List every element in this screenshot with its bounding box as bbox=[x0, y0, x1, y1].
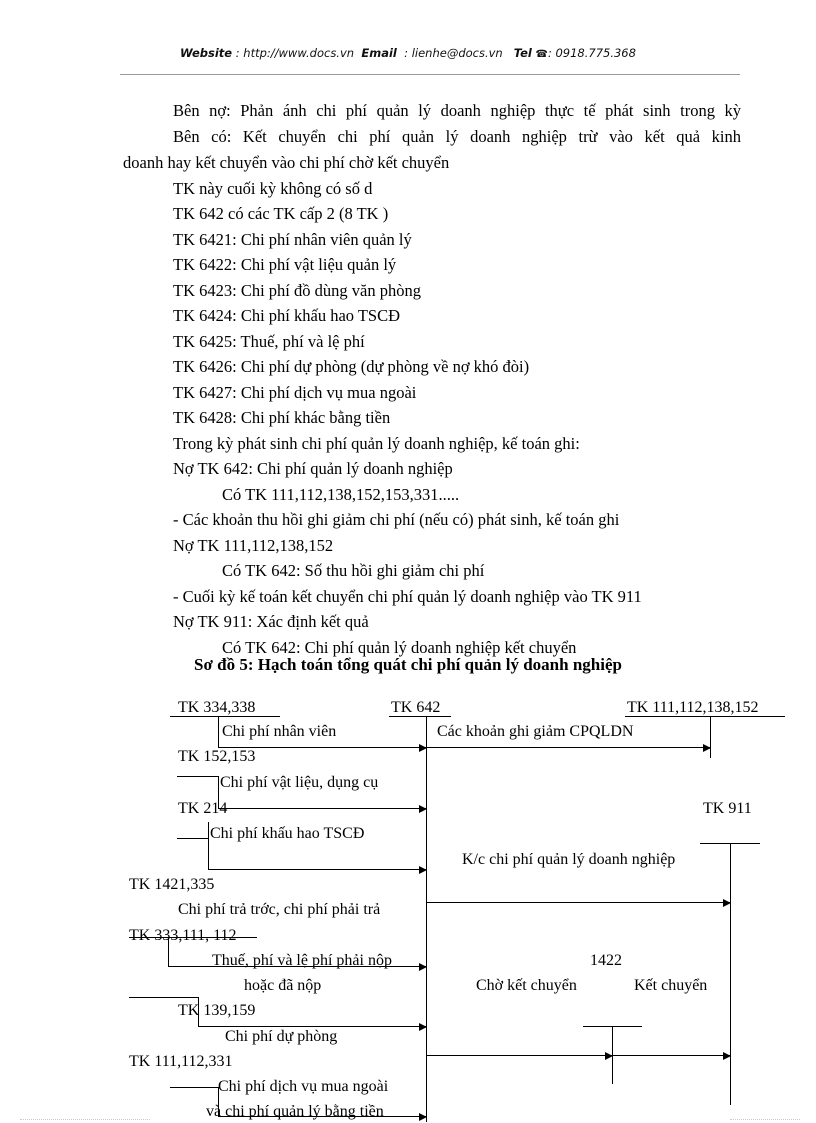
arrow-kc-911 bbox=[426, 902, 730, 903]
lbl-nhan-vien: Chi phí nhân viên bbox=[222, 723, 337, 740]
entry-co-642-thu-hoi: Có TK 642: Số thu hồi ghi giảm chi phí bbox=[222, 561, 485, 580]
acc-111-331: TK 111,112,331 bbox=[129, 1053, 233, 1070]
tel-value: : 0918.775.368 bbox=[547, 46, 636, 60]
tk-list-item: TK 6423: Chi phí đồ dùng văn phòng bbox=[173, 281, 421, 300]
footer-rule-right bbox=[730, 1119, 800, 1120]
tk214-vertical bbox=[208, 822, 209, 870]
footer-rule-left bbox=[20, 1119, 150, 1120]
page-header bbox=[0, 46, 816, 60]
para-cap2: TK 642 có các TK cấp 2 (8 TK ) bbox=[173, 204, 389, 223]
para-trong-ky: Trong kỳ phát sinh chi phí quản lý doanh nghiệp, kế toán ghi: bbox=[173, 434, 580, 453]
acc-152-153: TK 152,153 bbox=[178, 748, 256, 765]
website-value[interactable]: : http://www.docs.vn bbox=[235, 46, 355, 60]
acc-111-152-line bbox=[625, 716, 785, 717]
header-divider bbox=[120, 74, 740, 75]
entry-co-642-kc: Có TK 642: Chi phí quản lý doanh nghiệp kết chuyển bbox=[222, 638, 577, 657]
tk-list-item: TK 6425: Thuế, phí và lệ phí bbox=[173, 332, 365, 351]
lbl-giam-cp: Các khoản ghi giảm CPQLDN bbox=[437, 723, 634, 740]
arrow-dich-vu bbox=[218, 1116, 426, 1117]
email-label: Email bbox=[361, 46, 397, 60]
entry-no-642: Nợ TK 642: Chi phí quản lý doanh nghiệp bbox=[173, 459, 453, 478]
entry-no-911: Nợ TK 911: Xác định kết quả bbox=[173, 612, 369, 631]
acc-1422: 1422 bbox=[590, 952, 622, 969]
lbl-thue-1: Thuế, phí và lệ phí phải nộp bbox=[212, 952, 392, 969]
arrow-du-phong bbox=[198, 1026, 426, 1027]
lbl-vat-lieu: Chi phí vật liệu, dụng cụ bbox=[220, 774, 379, 791]
acc-333-line bbox=[129, 937, 257, 938]
acc-152-153-line bbox=[177, 776, 219, 777]
email-value[interactable]: : lienhe@docs.vn bbox=[404, 46, 503, 60]
para-cuoi-ky-kc: - Cuối kỳ kế toán kết chuyển chi phí quản lý doanh nghiệp vào TK 911 bbox=[173, 587, 642, 606]
arrow-giam-cp bbox=[426, 747, 710, 748]
arrow-vat-lieu bbox=[218, 808, 426, 809]
tel-label: Tel bbox=[513, 46, 532, 60]
lbl-thue-2: hoặc đã nộp bbox=[244, 977, 322, 994]
lbl-kc-qldn: K/c chi phí quản lý doanh nghiệp bbox=[462, 851, 676, 868]
para-ben-no: Bên nợ: Phản ánh chi phí quản lý doanh nghiệp thực tế phát sinh trong kỳ bbox=[173, 101, 741, 120]
para-ben-co-1: Bên có: Kết chuyển chi phí quản lý doanh nghiệp trừ vào kết quả kinh bbox=[173, 127, 741, 146]
tk-list-item: TK 6426: Chi phí dự phòng (dự phòng về nợ khó đòi) bbox=[173, 357, 530, 376]
lbl-du-phong: Chi phí dự phòng bbox=[225, 1028, 338, 1045]
tk-list-item: TK 6427: Chi phí dịch vụ mua ngoài bbox=[173, 383, 417, 402]
phone-icon: ☎ bbox=[535, 49, 548, 60]
lbl-cho-kc: Chờ kết chuyển bbox=[476, 977, 577, 994]
acc-111-152-top: TK 111,112,138,152 bbox=[627, 699, 759, 716]
acc-1421-335: TK 1421,335 bbox=[129, 876, 215, 893]
tk-list-item: TK 6422: Chi phí vật liệu quản lý bbox=[173, 255, 397, 274]
website-label: Website bbox=[180, 46, 233, 60]
tk642-vertical bbox=[426, 716, 427, 1122]
para-cuoi-ky: TK này cuối kỳ không có số d bbox=[173, 179, 373, 198]
para-ben-co-2: doanh hay kết chuyển vào chi phí chờ kết chuyển bbox=[123, 153, 450, 172]
entry-no-111: Nợ TK 111,112,138,152 bbox=[173, 536, 334, 555]
acc-139-rule bbox=[129, 997, 199, 998]
tk-list-item: TK 6421: Chi phí nhân viên quản lý bbox=[173, 230, 412, 249]
acc-642: TK 642 bbox=[391, 699, 441, 716]
acc-111-331-line bbox=[170, 1087, 218, 1088]
tk911-vertical bbox=[730, 843, 731, 1105]
lbl-ket-chuyen: Kết chuyển bbox=[634, 977, 708, 994]
arrow-thue bbox=[168, 966, 426, 967]
arrow-ket-chuyen bbox=[612, 1055, 730, 1056]
lbl-dich-vu-1: Chi phí dịch vụ mua ngoài bbox=[218, 1078, 389, 1095]
acc-214: TK 214 bbox=[178, 800, 228, 817]
lbl-tra-truoc: Chi phí trả trớc, chi phí phải trả bbox=[178, 901, 381, 918]
tk-list-item: TK 6428: Chi phí khác bằng tiền bbox=[173, 408, 391, 427]
acc-139-159: TK 139,159 bbox=[178, 1002, 256, 1019]
acc-334-338-line bbox=[170, 716, 280, 717]
entry-co-111: Có TK 111,112,138,152,153,331..... bbox=[222, 485, 460, 504]
acc-334-338: TK 334,338 bbox=[178, 699, 256, 716]
acc-214-line bbox=[177, 838, 209, 839]
tk333-vertical bbox=[168, 937, 169, 967]
diagram-title: Sơ đồ 5: Hạch toán tổng quát chi phí quản lý doanh nghiệp bbox=[194, 655, 622, 674]
tk139-vertical bbox=[198, 997, 199, 1027]
tk-list-item: TK 6424: Chi phí khấu hao TSCĐ bbox=[173, 306, 401, 325]
lbl-dich-vu-2: và chi phí quản lý bằng tiền bbox=[206, 1103, 384, 1120]
acc-333: TK 333,111, 112 bbox=[129, 927, 237, 944]
lbl-khau-hao: Chi phí khấu hao TSCĐ bbox=[210, 825, 365, 842]
tk334-vertical bbox=[218, 716, 219, 748]
arrow-khau-hao bbox=[208, 869, 426, 870]
arrow-cho-kc bbox=[426, 1055, 612, 1056]
acc-911: TK 911 bbox=[703, 800, 752, 817]
acc-642-line bbox=[389, 716, 451, 717]
para-khoan-thu-hoi: - Các khoản thu hồi ghi giảm chi phí (nếu có) phát sinh, kế toán ghi bbox=[173, 510, 620, 529]
